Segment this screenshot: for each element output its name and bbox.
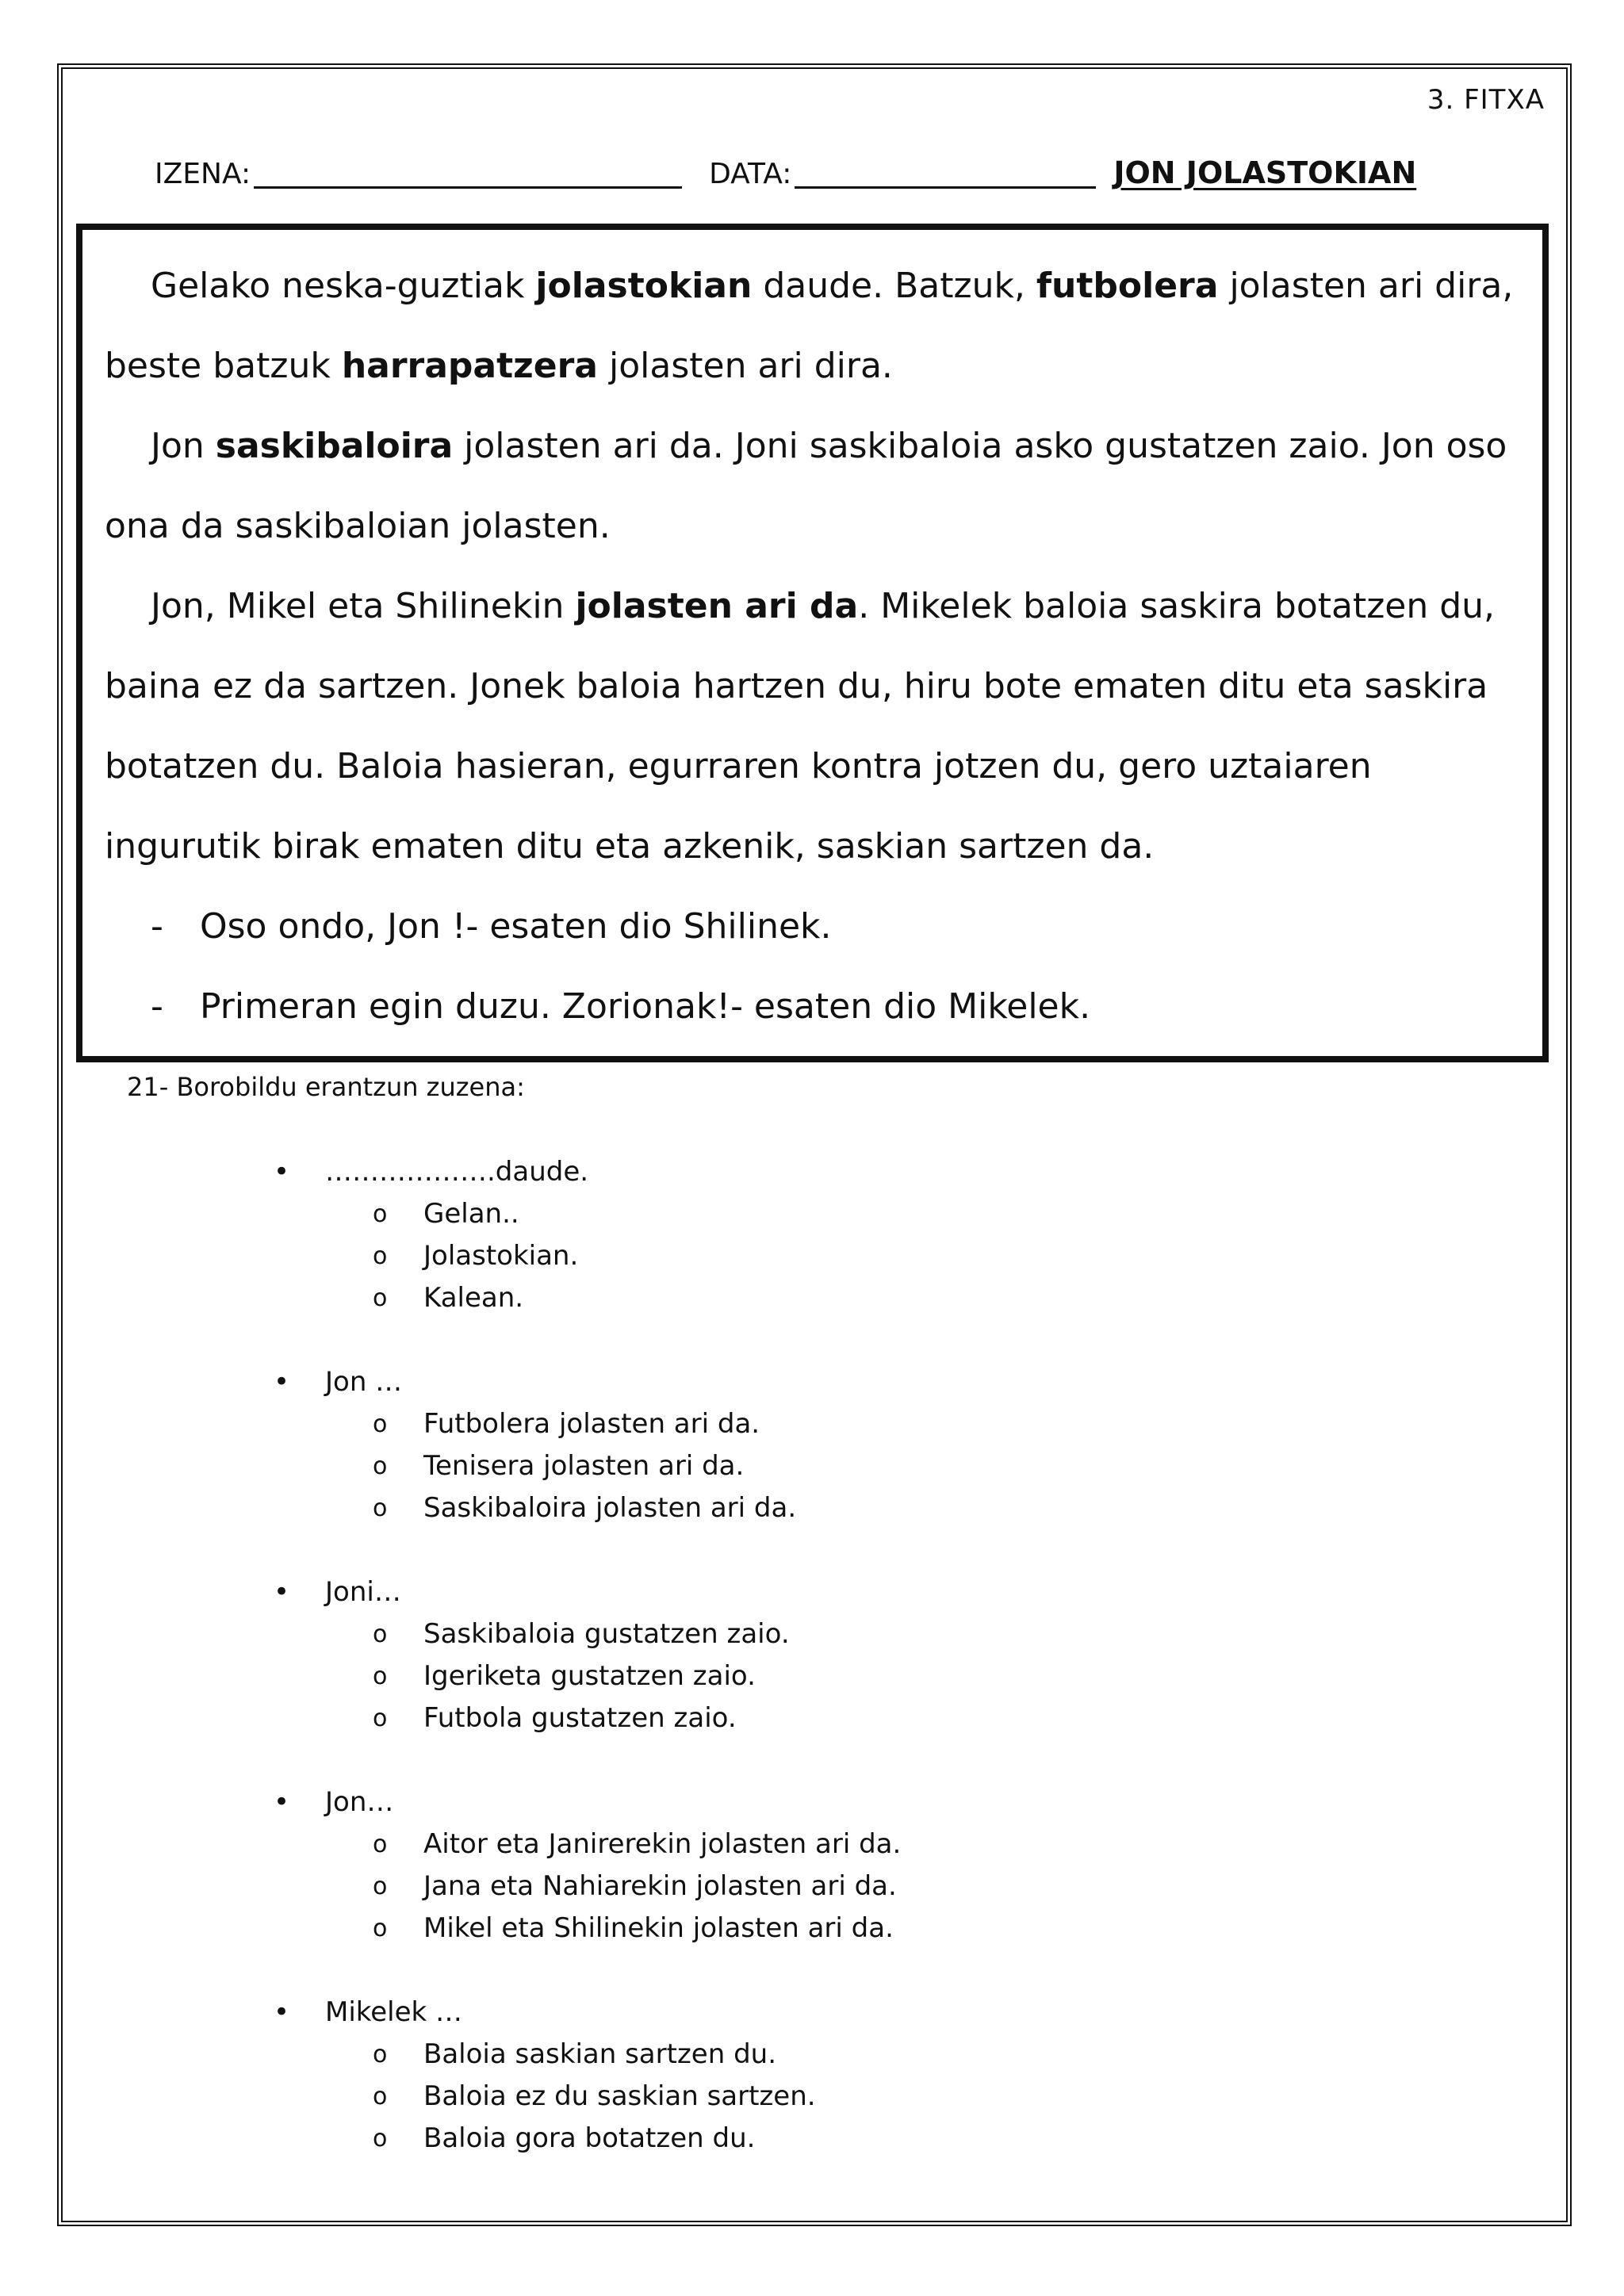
answer-option-text: Futbolera jolasten ari da.: [423, 1408, 760, 1440]
dialogue-text: Oso ondo, Jon !- esaten dio Shilinek.: [200, 906, 832, 947]
question-stem: [0, 1992, 1624, 2034]
story-paragraph-2: [105, 406, 1519, 566]
story-paragraph-3: [105, 566, 1519, 886]
name-label: IZENA:: [155, 158, 251, 190]
text-span: jolasten ari da. Joni saskibaloia asko gustatzen zaio. Jon oso ona da saskibaloian jolasten.: [105, 426, 1507, 546]
circle-option-icon[interactable]: o: [373, 2041, 388, 2068]
circle-option-icon[interactable]: o: [373, 2083, 388, 2110]
question-stem: [0, 1781, 1624, 1823]
circle-option-icon[interactable]: o: [373, 1284, 388, 1312]
story-title: JON JOLASTOKIAN: [1113, 155, 1417, 190]
dialogue-line: [105, 966, 1519, 1047]
bold-word: jolastokian: [535, 266, 753, 306]
answer-option-text: Saskibaloira jolasten ari da.: [423, 1492, 797, 1524]
answer-option-text: Gelan..: [423, 1198, 519, 1230]
circle-option-icon[interactable]: o: [373, 2125, 388, 2152]
circle-option-icon[interactable]: o: [373, 1663, 388, 1690]
answer-option[interactable]: [0, 1655, 1624, 1697]
answer-option[interactable]: [0, 1445, 1624, 1487]
exercise-title: 21- Borobildu erantzun zuzena:: [127, 1072, 525, 1102]
answer-option[interactable]: [0, 2076, 1624, 2118]
date-field[interactable]: [795, 158, 1096, 189]
question-stem-text: Jon…: [325, 1786, 394, 1818]
text-span: jolasten ari dira.: [598, 346, 893, 386]
circle-option-icon[interactable]: o: [373, 1242, 388, 1270]
circle-option-icon[interactable]: o: [373, 1873, 388, 1900]
answer-option[interactable]: [0, 1193, 1624, 1235]
answer-option-text: Aitor eta Janirerekin jolasten ari da.: [423, 1828, 902, 1860]
answer-option-text: Baloia saskian sartzen du.: [423, 2038, 777, 2070]
story-box: [76, 224, 1549, 1062]
answer-option-text: Jana eta Nahiarekin jolasten ari da.: [423, 1870, 897, 1902]
bold-word: jolasten ari da: [575, 586, 859, 626]
circle-option-icon[interactable]: o: [373, 1915, 388, 1942]
text-span: Jon, Mikel eta Shilinekin: [151, 586, 576, 626]
answer-option-text: Baloia ez du saskian sartzen.: [423, 2080, 816, 2112]
story-paragraph-1: [105, 246, 1519, 406]
answer-option[interactable]: [0, 1823, 1624, 1866]
bullet-icon: •: [274, 1366, 290, 1398]
answer-option[interactable]: [0, 1697, 1624, 1739]
name-field[interactable]: [254, 158, 682, 189]
question-stem: [0, 1151, 1624, 1193]
answer-option[interactable]: [0, 1866, 1624, 1908]
question-item: [0, 1151, 1624, 1319]
question-item: [0, 1571, 1624, 1739]
worksheet-number: 3. FITXA: [1427, 84, 1545, 116]
dash-mark: -: [151, 906, 163, 947]
text-span: Gelako neska-guztiak: [151, 266, 536, 306]
bullet-icon: •: [274, 1786, 290, 1818]
question-stem: [0, 1361, 1624, 1403]
answer-option-text: Jolastokian.: [423, 1240, 579, 1272]
answer-option-text: Saskibaloia gustatzen zaio.: [423, 1618, 790, 1650]
dash-mark: -: [151, 986, 163, 1027]
question-stem-text: Jon …: [325, 1366, 403, 1398]
circle-option-icon[interactable]: o: [373, 1200, 388, 1228]
circle-option-icon[interactable]: o: [373, 1705, 388, 1732]
bold-word: harrapatzera: [341, 346, 598, 386]
question-item: [0, 1781, 1624, 1950]
answer-option-text: Igeriketa gustatzen zaio.: [423, 1660, 756, 1692]
answer-option[interactable]: [0, 1613, 1624, 1655]
answer-option[interactable]: [0, 1908, 1624, 1950]
answer-option-text: Futbola gustatzen zaio.: [423, 1702, 737, 1734]
answer-option[interactable]: [0, 1235, 1624, 1277]
bold-word: futbolera: [1036, 266, 1219, 306]
text-span: . Mikelek baloia saskira botatzen du, baina ez da sartzen. Jonek baloia hartzen du, hiru bote ematen ditu eta saskira botatzen du. Baloia hasieran, egurraren kontra jotzen du, gero uztaiaren ingurutik birak ematen ditu eta azkenik, saskian sartzen da.: [105, 586, 1496, 867]
answer-option-text: Mikel eta Shilinekin jolasten ari da.: [423, 1912, 894, 1944]
dialogue-text: Primeran egin duzu. Zorionak!- esaten dio Mikelek.: [200, 986, 1091, 1027]
answer-option[interactable]: [0, 1403, 1624, 1445]
question-item: [0, 1361, 1624, 1529]
question-stem: [0, 1571, 1624, 1613]
bold-word: saskibaloira: [215, 426, 454, 466]
circle-option-icon[interactable]: o: [373, 1494, 388, 1522]
bullet-icon: •: [274, 1156, 290, 1188]
text-span: jolasten ari dira, beste batzuk: [105, 266, 1514, 386]
text-span: Jon: [151, 426, 216, 466]
circle-option-icon[interactable]: o: [373, 1831, 388, 1858]
answer-option[interactable]: [0, 1487, 1624, 1529]
question-stem-text: Joni…: [325, 1576, 401, 1608]
answer-option[interactable]: [0, 1277, 1624, 1319]
date-label: DATA:: [709, 158, 792, 190]
bullet-icon: •: [274, 1996, 290, 2028]
dialogue-line: [105, 886, 1519, 966]
text-span: daude. Batzuk,: [752, 266, 1036, 306]
header-row: [155, 155, 1416, 190]
question-list: [0, 1151, 1624, 2202]
bullet-icon: •: [274, 1576, 290, 1608]
answer-option-text: Kalean.: [423, 1282, 524, 1314]
circle-option-icon[interactable]: o: [373, 1410, 388, 1438]
answer-option[interactable]: [0, 2118, 1624, 2160]
answer-option-text: Baloia gora botatzen du.: [423, 2122, 756, 2154]
answer-option-text: Tenisera jolasten ari da.: [423, 1450, 745, 1482]
question-stem-text: Mikelek …: [325, 1996, 463, 2028]
circle-option-icon[interactable]: o: [373, 1621, 388, 1648]
circle-option-icon[interactable]: o: [373, 1452, 388, 1480]
answer-option[interactable]: [0, 2034, 1624, 2076]
question-item: [0, 1992, 1624, 2160]
question-stem-text: ……………….daude.: [325, 1156, 589, 1188]
